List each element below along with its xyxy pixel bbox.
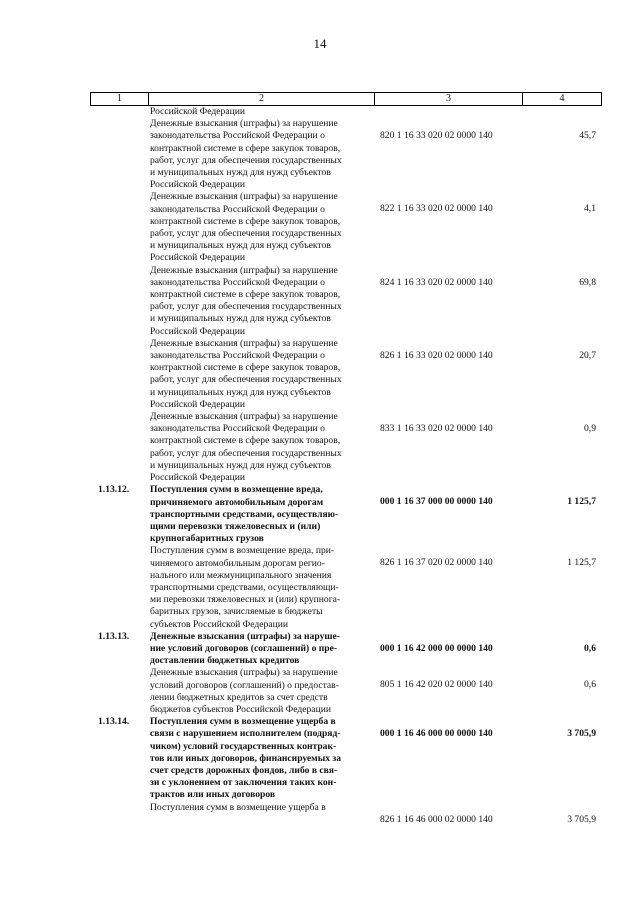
column-header-2: 2 [149, 93, 375, 105]
column-header-3: 3 [375, 93, 523, 105]
continuation-row [90, 106, 600, 118]
row-value: 45,7 [579, 130, 596, 142]
row-value: 0,6 [584, 679, 596, 691]
row-value: 4,1 [584, 203, 596, 215]
row-number [90, 411, 148, 484]
row-code: 000 1 16 42 000 00 0000 140 [380, 642, 493, 654]
row-number [90, 118, 148, 191]
table-row [90, 338, 600, 411]
continuation-text: Российской Федерации [150, 106, 245, 117]
row-number [90, 802, 148, 826]
row-value: 3 705,9 [567, 728, 596, 740]
row-value: 1 125,7 [567, 496, 596, 508]
row-code: 000 1 16 37 000 00 0000 140 [380, 496, 493, 508]
row-name: Денежные взыскания (штрафы) за наруше- ние условий договоров (соглашений) о пре- доставлении бюджетных кредитов [150, 630, 340, 667]
row-code: 805 1 16 42 020 02 0000 140 [380, 679, 493, 691]
row-name: Денежные взыскания (штрафы) за нарушение законодательства Российской Федерации о контрактной системе в сфере закупок товаров, работ, услуг для обеспечения государственных и муниципальных нужд для нужд субъектов Российской Федерации [150, 411, 342, 484]
row-number [90, 265, 148, 338]
row-value: 1 125,7 [567, 557, 596, 569]
row-code: 820 1 16 33 020 02 0000 140 [380, 130, 493, 142]
row-name: Денежные взыскания (штрафы) за нарушение законодательства Российской Федерации о контрактной системе в сфере закупок товаров, работ, услуг для обеспечения государственных и муниципальных нужд для нужд субъектов Российской Федерации [150, 264, 342, 337]
table-row [90, 716, 600, 801]
row-code: 826 1 16 33 020 02 0000 140 [380, 349, 493, 361]
row-name: Поступления сумм в возмещение вреда, при- чиняемого автомобильным дорогам регио- нального или межмуниципального значения транспортными средствами, осуществляющи- ми перевозки тяжеловесных и (или) крупнога- баритных грузов, зачисляемые в бюджеты субъектов Российской Федерации [150, 545, 341, 630]
column-header-1: 1 [91, 93, 149, 105]
row-code: 000 1 16 46 000 00 0000 140 [380, 728, 493, 740]
page-number: 14 [313, 36, 327, 51]
table-row [90, 191, 600, 264]
row-value: 20,7 [579, 349, 596, 361]
row-name: Денежные взыскания (штрафы) за нарушение законодательства Российской Федерации о контрактной системе в сфере закупок товаров, работ, услуг для обеспечения государственных и муниципальных нужд для нужд субъектов Российской Федерации [150, 191, 342, 264]
row-number: 1.13.12. [98, 484, 130, 496]
row-number [90, 338, 148, 411]
row-name: Денежные взыскания (штрафы) за нарушение законодательства Российской Федерации о контрактной системе в сфере закупок товаров, работ, услуг для обеспечения государственных и муниципальных нужд для нужд субъектов Российской Федерации [150, 337, 342, 410]
row-code: 824 1 16 33 020 02 0000 140 [380, 276, 493, 288]
table-row [90, 667, 600, 716]
row-code: 833 1 16 33 020 02 0000 140 [380, 423, 493, 435]
row-value: 69,8 [579, 276, 596, 288]
row-number [90, 191, 148, 264]
row-value: 0,6 [584, 642, 596, 654]
column-header-4: 4 [559, 93, 565, 104]
row-name: Денежные взыскания (штрафы) за нарушение условий договоров (соглашений) о предостав- лении бюджетных кредитов за счет средств бюджетов субъектов Российской Федерации [150, 667, 339, 715]
table-row [90, 118, 600, 191]
budget-table [90, 106, 600, 826]
row-code: 826 1 16 37 020 02 0000 140 [380, 557, 493, 569]
row-number: 1.13.14. [98, 716, 130, 728]
row-number: 1.13.13. [98, 630, 130, 642]
table-row [90, 631, 600, 668]
row-number [90, 667, 148, 716]
row-name: Денежные взыскания (штрафы) за нарушение законодательства Российской Федерации о контрактной системе в сфере закупок товаров, работ, услуг для обеспечения государственных и муниципальных нужд для нужд субъектов Российской Федерации [150, 118, 342, 191]
table-row [90, 484, 600, 545]
row-value: 0,9 [584, 423, 596, 435]
row-value: 3 705,9 [567, 813, 596, 825]
table-row [90, 265, 600, 338]
row-name: Поступления сумм в возмещение ущерба в [150, 801, 326, 813]
table-header [90, 92, 602, 106]
row-name: Поступления сумм в возмещение ущерба в связи с нарушением исполнителем (подряд- чиком) условий государственных контрак- тов или иных договоров, финансируемых за счет средств дорожных фондов, либо в свя- зи с уклонением от заключения таких кон- трактов или иных договоров [150, 716, 342, 801]
row-code: 826 1 16 46 000 02 0000 140 [380, 813, 493, 825]
row-name: Поступления сумм в возмещение вреда, причиняемого автомобильным дорогам транспортными средствами, осуществляю- щими перевозки тяжеловесных и (или) крупногабаритных грузов [150, 484, 339, 545]
table-row [90, 545, 600, 630]
table-row [90, 802, 600, 826]
table-row [90, 411, 600, 484]
row-code: 822 1 16 33 020 02 0000 140 [380, 203, 493, 215]
row-number [90, 545, 148, 630]
